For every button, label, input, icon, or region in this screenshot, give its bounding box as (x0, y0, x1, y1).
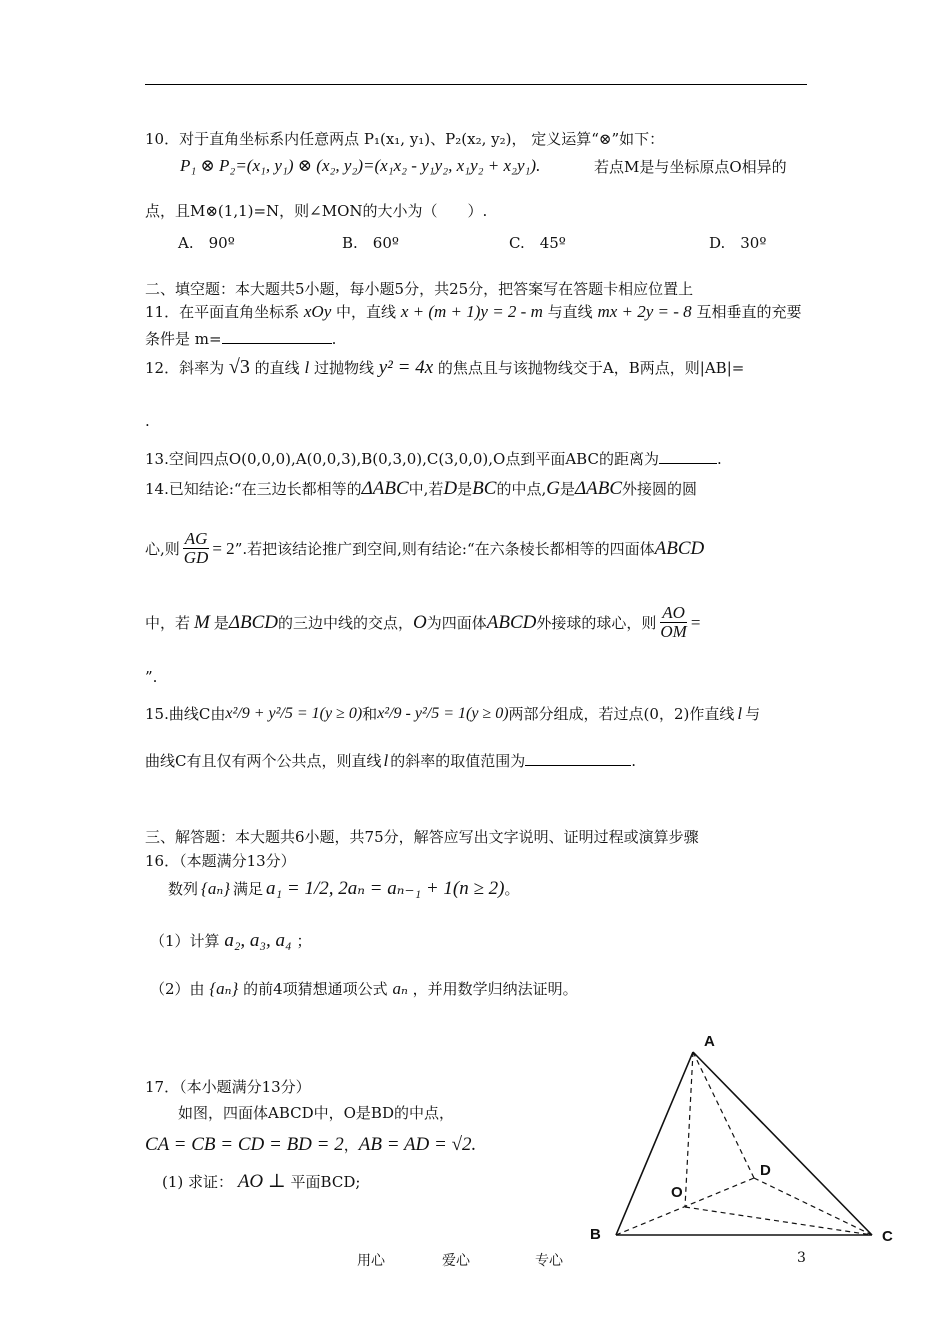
q17-ab-ad-eq: AB = AD = √2. (358, 1134, 477, 1155)
q10-formula: P₁ ⊗ P₂=(x₁, y₁) ⊗ (x₂, y₂)=(x₁x₂ - y₁y₂, x₁y₂ + x₂y₁). (180, 156, 541, 175)
q10-choice-d-text: D. 30º (709, 234, 767, 252)
q15-text-c: 两部分组成，若过点(0，2)作直线 (508, 705, 735, 723)
q14-point-o: O (413, 611, 427, 633)
q14-line3 (145, 604, 700, 641)
q12-text-d: 的焦点且与该抛物线交于A，B两点，则|AB|= (437, 359, 745, 377)
q16-text-a: 数列 (168, 880, 199, 898)
q17-line2 (145, 1134, 476, 1156)
q16-text-end: 。 (504, 880, 520, 898)
q16-p1-text: （1）计算 (150, 932, 220, 950)
q14-text-e: 是 (559, 480, 575, 498)
q16-title-text: 16．（本题满分13分） (145, 852, 296, 870)
q13-answer-blank[interactable] (659, 449, 717, 464)
figure-label-a (704, 1033, 715, 1050)
q16-p2-text-b: 的前4项猜想通项公式 (243, 980, 388, 998)
footer-item-2 (442, 1250, 470, 1270)
q14-text-l: 为四面体 (426, 614, 487, 632)
q10-line2-text (594, 156, 787, 177)
edge-ad (693, 1052, 754, 1178)
q11-text-d: 互相垂直的充要 (696, 303, 802, 321)
q14-triangle-bcd: ΔBCD (228, 611, 279, 633)
section2-heading (145, 278, 693, 299)
q15-text-b: 和 (362, 705, 378, 723)
section2-heading-text: 二、填空题：本大题共5小题，每小题5分，共25分，把答案写在答题卡相应位置上 (145, 280, 694, 298)
edge-ac (693, 1052, 872, 1235)
q17-title-text: 17．（本小题满分13分） (145, 1078, 311, 1096)
q14-fraction-ao-om (658, 604, 688, 641)
q14-line2 (145, 530, 704, 567)
q12-parabola-eq: y² = 4x (378, 357, 434, 378)
q14-text-n: ”. (145, 668, 158, 686)
q14-text-f: 外接圆的圆 (622, 480, 698, 498)
q16-text-b: 满足 (233, 880, 264, 898)
q14-tetra-abcd: ABCD (654, 537, 705, 559)
footer-item-3 (535, 1250, 563, 1270)
q15-answer-blank[interactable] (525, 751, 631, 766)
q11-line2-text: 条件是 m= (145, 330, 222, 348)
q11-eq1: x + (m + 1)y = 2 - m (400, 302, 543, 321)
q16-p1-terms: a₂, a₃, a₄ (224, 930, 292, 951)
q16-condition: a₁ = 1/2, 2aₙ = aₙ₋₁ + 1(n ≥ 2) (266, 878, 505, 899)
q12-text-c: 过抛物线 (313, 359, 374, 377)
q17-lengths-eq: CA = CB = CD = BD = 2 (145, 1134, 344, 1155)
q17-p1-plane: 平面BCD; (290, 1173, 361, 1191)
q16-p2-text-a: （2）由 (150, 980, 205, 998)
figure-label-c (882, 1228, 893, 1245)
q12-sqrt3: √3 (228, 356, 250, 378)
q14-text-b: 中,若 (408, 480, 444, 498)
q15-text-d: 与 (745, 705, 761, 723)
segment-ao (685, 1052, 693, 1207)
footer-item-3-text: 专心 (535, 1253, 563, 1269)
q11-system: xOy (303, 302, 332, 321)
q10-choice-c (509, 232, 566, 253)
q13-line (145, 448, 722, 469)
q11-answer-blank[interactable] (222, 329, 332, 344)
q14-text-j: 是 (213, 614, 229, 632)
q10-choice-b-text: B. 60º (342, 234, 399, 252)
q15-hyperbola-eq: x²/9 - y²/5 = 1(y ≥ 0) (377, 704, 509, 722)
q10-line1 (145, 128, 664, 149)
section3-heading-text: 三、解答题：本大题共6小题，共75分，解答应写出文字说明、证明过程或演算步骤 (145, 828, 699, 846)
section3-heading (145, 826, 699, 847)
q14-line4 (145, 668, 157, 686)
q10-choice-c-text: C. 45º (509, 234, 566, 252)
figure-label-b-text: B (590, 1226, 601, 1243)
q15-ellipse-eq: x²/9 + y²/5 = 1(y ≥ 0) (225, 704, 363, 722)
q10-line2 (180, 156, 540, 176)
q10-choice-d (709, 232, 766, 253)
q10-line3 (145, 200, 487, 221)
figure-label-c-text: C (882, 1228, 893, 1245)
q15-text-a: 15.曲线C由 (145, 705, 226, 723)
q14-text-g: 心,则 (145, 540, 180, 558)
q11-line2 (145, 328, 336, 349)
q14-text-h: ”.若把该结论推广到空间,则有结论:“在六条棱长都相等的四面体 (234, 540, 655, 558)
q14-frac2-num: AO (662, 603, 685, 622)
q11-text-c: 与直线 (547, 303, 593, 321)
q15-text-e: 曲线C有且仅有两个公共点，则直线 (145, 752, 382, 770)
q16-p2-an: aₙ (392, 979, 408, 998)
q12-end-dot: . (145, 412, 150, 430)
q14-segment-bc: BC (472, 478, 497, 499)
q12-text-a: 12．斜率为 (145, 359, 225, 377)
q11-text-a: 11．在平面直角坐标系 (145, 303, 300, 321)
q10-line2-text-span: 若点M是与坐标原点O相异的 (594, 158, 787, 176)
page-number (797, 1250, 806, 1266)
edge-ab (616, 1052, 693, 1235)
figure-label-a-text: A (704, 1033, 715, 1050)
q11-line2-end: . (331, 330, 337, 348)
header-rule (145, 84, 807, 85)
q11-text-b: 中，直线 (336, 303, 397, 321)
q11-line1 (145, 301, 801, 322)
q17-p1-perp: AO ⊥ (237, 1171, 286, 1192)
q10-choice-b (342, 232, 399, 253)
q15-text-f: 的斜率的取值范围为 (390, 752, 526, 770)
page-number-text: 3 (797, 1250, 806, 1266)
q17-p1-text: (1) 求证： (162, 1173, 234, 1191)
q14-triangle2: ΔABC (574, 478, 623, 499)
q10-choice-a-text: A. 90º (178, 234, 235, 252)
q16-p1-end: ； (296, 932, 312, 950)
q17-line1-text: 如图，四面体ABCD中，O是BD的中点， (178, 1104, 454, 1122)
q14-text-a: 14.已知结论:“在三边长都相等的 (145, 480, 362, 498)
q12-text-b: 的直线 (254, 359, 300, 377)
q14-eq-2: = 2 (212, 538, 235, 558)
q15-line2 (145, 750, 636, 771)
q15-line-l-2: l (383, 751, 389, 770)
q14-frac-den: GD (183, 548, 209, 567)
q16-p2-text-c: ，并用数学归纳法证明。 (412, 980, 578, 998)
q14-point-g: G (546, 478, 560, 499)
q10-choice-a (178, 232, 235, 253)
q12-end (145, 412, 150, 430)
q17-line1 (178, 1102, 454, 1123)
q15-line1 (145, 703, 760, 724)
q12-line-l: l (304, 358, 310, 377)
q16-p2-sequence: {aₙ} (209, 979, 239, 998)
q15-line-l: l (737, 703, 743, 723)
footer-item-1-text: 用心 (357, 1253, 385, 1269)
figure-label-o-text: O (671, 1184, 683, 1201)
q17-part1 (162, 1170, 360, 1193)
footer-item-2-text: 爱心 (442, 1253, 470, 1269)
q14-frac-num: AG (184, 529, 208, 548)
footer-item-1 (357, 1250, 385, 1270)
q16-line1 (168, 877, 520, 900)
q14-text-m: 外接球的球心，则 (536, 614, 657, 632)
q17-sep: ， (343, 1136, 359, 1154)
q14-line1 (145, 478, 697, 500)
q14-text-k: 的三边中线的交点， (278, 614, 414, 632)
q13-text: 13.空间四点O(0,0,0),A(0,0,3),B(0,3,0),C(3,0,0),O点到平面ABC的距离为 (145, 450, 659, 468)
q16-sequence: {aₙ} (201, 878, 231, 898)
figure-label-d (760, 1162, 771, 1179)
figure-label-o (671, 1184, 683, 1201)
q11-eq2: mx + 2y = - 8 (597, 302, 692, 321)
figure-label-b (590, 1226, 601, 1243)
q14-frac2-den: OM (660, 622, 687, 641)
q13-end: . (716, 450, 722, 468)
q14-eq: = (690, 612, 701, 632)
q14-point-d: D (443, 478, 458, 499)
q14-text-c: 是 (457, 480, 473, 498)
q16-title (145, 850, 296, 871)
q10-line1-text: 10．对于直角坐标系内任意两点 P₁(x₁, y₁)、P₂(x₂, y₂)， 定义运算“⊗”如下： (145, 130, 665, 148)
q15-end: . (631, 752, 637, 770)
tetrahedron-figure (580, 1030, 900, 1250)
q10-line3-text: 点，且M⊗(1,1)=N，则∠MON的大小为（ ）. (145, 202, 488, 220)
q14-triangle1: ΔABC (361, 478, 409, 499)
q14-fraction-ag-gd (182, 530, 211, 567)
q12-line1 (145, 356, 744, 379)
q14-text-d: 的中点, (496, 480, 547, 498)
q16-part1 (150, 930, 311, 952)
q14-text-i: 中，若 (145, 614, 191, 632)
q14-tetra-abcd-2: ABCD (486, 611, 537, 633)
q16-part2 (150, 978, 578, 999)
figure-label-d-text: D (760, 1162, 771, 1179)
q14-point-m: M (194, 611, 210, 633)
q17-title (145, 1076, 311, 1097)
